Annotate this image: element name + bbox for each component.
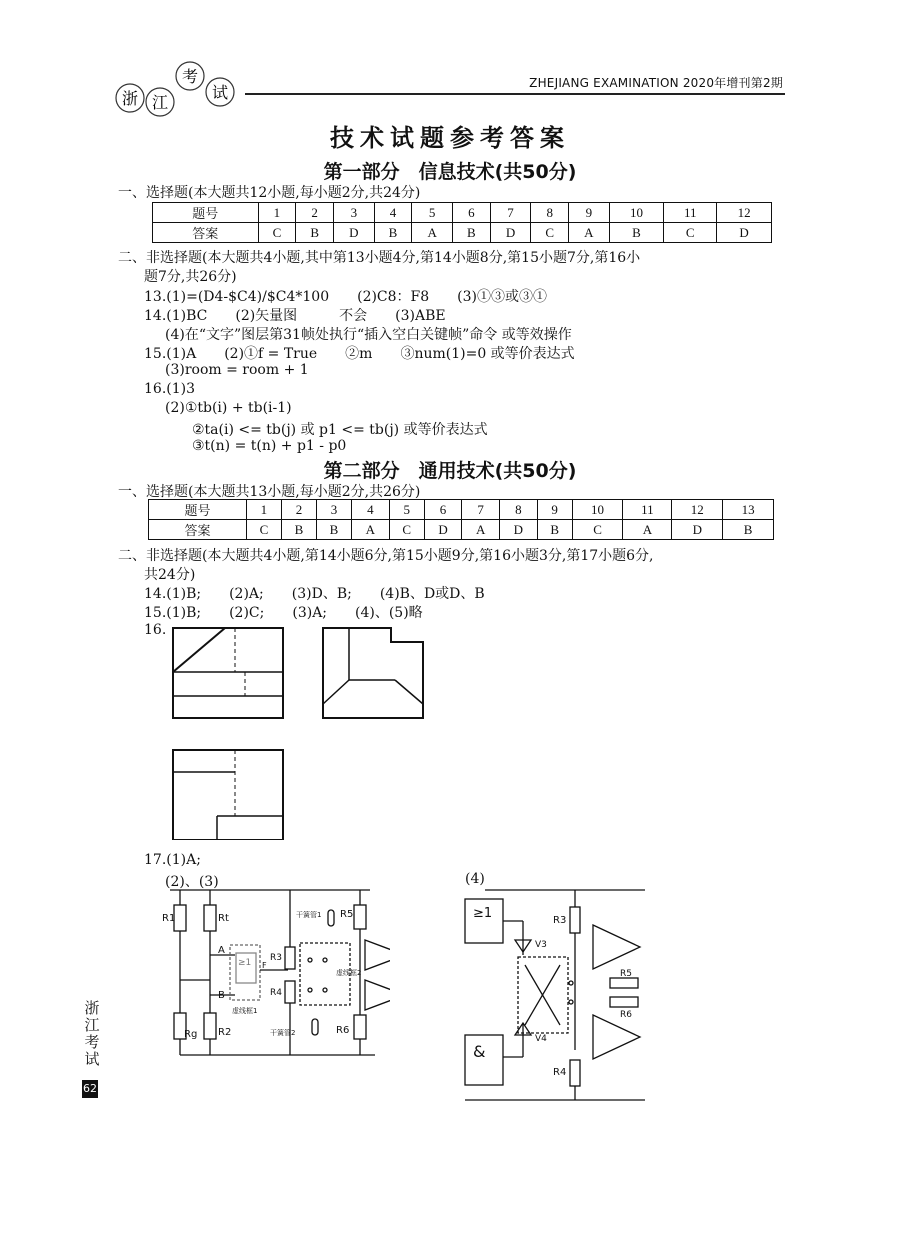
p2-question-number-8: 8 [500,500,538,520]
p2-question-number-13: 13 [723,500,774,520]
p1-answer-11: C [664,223,717,243]
answer-g17-4-label: (4) [465,871,485,887]
side-journal-name: 浙 江 考 试 [84,999,100,1068]
p2-question-number-5: 5 [389,500,424,520]
logo-char-2: 江 [151,93,169,112]
table-head-answer: 答案 [149,520,247,540]
label-V3: V3 [535,940,547,950]
page-number: 62 [82,1080,98,1098]
part2-answer-table [148,499,774,540]
p1-answer-1: C [258,223,296,243]
p2-question-number-3: 3 [316,500,351,520]
p2-answer-1: C [246,520,281,540]
answer-g17: 17.(1)A; [144,852,201,868]
label-Rg: Rg [184,1029,198,1040]
table-head-answer: 答案 [153,223,259,243]
three-view-drawing [165,620,445,840]
table-head-number: 题号 [149,500,247,520]
answer-g14: 14.(1)B; (2)A; (3)D、B; (4)B、D或D、B [144,586,485,602]
p1-answer-2: B [296,223,334,243]
label-gate: ≥1 [238,958,252,968]
p1-answer-10: B [609,223,664,243]
table-head-number: 题号 [153,203,259,223]
p1-question-number-12: 12 [717,203,772,223]
running-title: ZHEJIANG EXAMINATION 2020年增刊第2期 [529,76,783,90]
label-R4: R4 [270,988,282,998]
p2-answer-13: B [723,520,774,540]
label-Rt: Rt [218,913,229,924]
label-reed1: 干簧管1 [296,911,322,919]
part1-section1-heading: 一、选择题(本大题共12小题,每小题2分,共24分) [118,185,421,201]
p1-question-number-10: 10 [609,203,664,223]
p1-answer-12: D [717,223,772,243]
p2-question-number-2: 2 [281,500,316,520]
magazine-logo [108,58,258,118]
p2-answer-8: D [500,520,538,540]
label-A: A [218,945,225,956]
part1-section2-heading-cont: 题7分,共26分) [144,269,237,285]
p2-question-number-10: 10 [572,500,623,520]
label-c2-R5: R5 [620,969,632,979]
answer-14-4: (4)在“文字”图层第31帧处执行“插入空白关键帧”命令 或等效操作 [165,327,572,343]
top-view [173,750,283,840]
part2-title: 第二部分 通用技术(共50分) [323,460,577,482]
p1-question-number-8: 8 [531,203,569,223]
part1-answer-table [152,202,772,243]
p1-answer-8: C [531,223,569,243]
front-view [173,628,283,718]
label-R6: R6 [336,1025,350,1036]
answer-16: 16.(1)3 [144,381,196,397]
label-gate-or: ≥1 [473,906,493,921]
answer-g15: 15.(1)B; (2)C; (3)A; (4)、(5)略 [144,605,423,621]
p2-answer-5: C [389,520,424,540]
p2-question-number-11: 11 [623,500,672,520]
document-title: 技术试题参考答案 [330,123,570,152]
p1-question-number-7: 7 [490,203,531,223]
answer-g16-label: 16. [144,622,167,638]
label-F: F [262,961,267,970]
p2-question-number-1: 1 [246,500,281,520]
answer-13: 13.(1)=(D4-$C4)/$C4*100 (2)C8：F8 (3)①③或③① [144,289,548,305]
p1-answer-7: D [490,223,531,243]
circuit-diagram-2 [455,885,655,1105]
label-gate-and: & [473,1042,486,1061]
answer-14: 14.(1)BC (2)矢量图 不会 (3)ABE [144,308,446,324]
side-view [323,628,423,718]
p1-answer-4: B [374,223,412,243]
p2-answer-3: B [316,520,351,540]
p1-question-number-6: 6 [452,203,490,223]
label-R1: R1 [162,913,176,924]
label-c2-R4: R4 [553,1067,567,1078]
p1-question-number-11: 11 [664,203,717,223]
label-box1: 虚线框1 [232,1007,258,1015]
label-c2-R3: R3 [553,915,567,926]
p2-question-number-7: 7 [462,500,500,520]
p2-answer-9: B [537,520,572,540]
label-B: B [218,990,225,1001]
p1-answer-3: D [334,223,375,243]
p2-answer-2: B [281,520,316,540]
label-R3: R3 [270,953,282,963]
part1-section2-heading: 二、非选择题(本大题共4小题,其中第13小题4分,第14小题8分,第15小题7分,第16小 [118,250,641,266]
p2-answer-12: D [672,520,723,540]
p1-question-number-1: 1 [258,203,296,223]
part2-section2-heading-cont: 共24分) [144,567,196,583]
answer-16-2a: (2)①tb(i) + tb(i-1) [165,400,292,416]
p1-question-number-9: 9 [569,203,610,223]
p2-answer-4: A [352,520,390,540]
label-box2: 虚线框2 [336,969,362,977]
p2-answer-7: A [462,520,500,540]
p1-answer-6: B [452,223,490,243]
label-R5: R5 [340,909,354,920]
label-reed2: 干簧管2 [270,1029,296,1037]
logo-char-4: 试 [211,83,229,102]
circuit-diagram-1 [160,885,390,1065]
label-R2: R2 [218,1027,232,1038]
p1-question-number-3: 3 [334,203,375,223]
answer-15: 15.(1)A (2)①f = True ②m ③num(1)=0 或等价表达式 [144,346,575,362]
part1-title: 第一部分 信息技术(共50分) [323,161,577,183]
p2-answer-6: D [424,520,462,540]
p2-answer-11: A [623,520,672,540]
p2-question-number-9: 9 [537,500,572,520]
answer-16-2b: ②ta(i) <= tb(j) 或 p1 <= tb(j) 或等价表达式 [192,422,488,438]
part2-section1-heading: 一、选择题(本大题共13小题,每小题2分,共26分) [118,484,421,500]
p1-question-number-4: 4 [374,203,412,223]
answer-15-3: (3)room = room + 1 [165,362,309,378]
part2-section2-heading: 二、非选择题(本大题共4小题,第14小题6分,第15小题9分,第16小题3分,第17小题6分, [118,548,654,564]
p1-question-number-5: 5 [412,203,453,223]
answer-g17-2-3-label: (2)、(3) [165,874,219,890]
p1-question-number-2: 2 [296,203,334,223]
label-V4: V4 [535,1034,547,1044]
label-c2-R6: R6 [620,1010,632,1020]
answer-16-2c: ③t(n) = t(n) + p1 - p0 [192,438,347,454]
logo-char-3: 考 [181,67,199,86]
p2-question-number-4: 4 [352,500,390,520]
p2-question-number-6: 6 [424,500,462,520]
header-rule [245,93,785,95]
p1-answer-5: A [412,223,453,243]
p1-answer-9: A [569,223,610,243]
p2-answer-10: C [572,520,623,540]
logo-char-1: 浙 [121,89,139,108]
p2-question-number-12: 12 [672,500,723,520]
